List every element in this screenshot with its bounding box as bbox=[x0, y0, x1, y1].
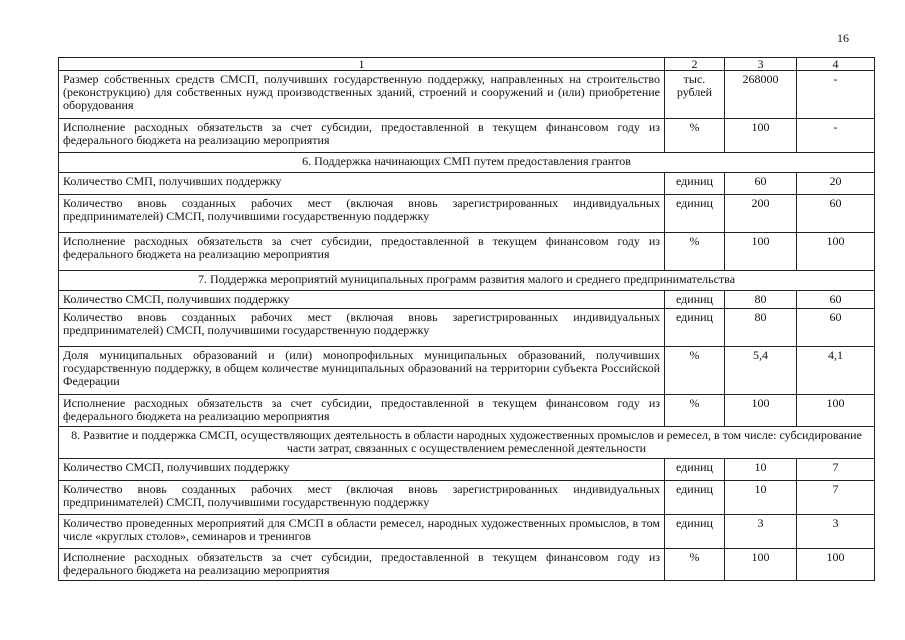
indicator-name: Количество вновь созданных рабочих мест (включая вновь зарегистрированных индивидуальных предпринимателей) СМСП, получившими государственную поддержку bbox=[59, 309, 665, 347]
unit-cell: единиц bbox=[665, 515, 725, 549]
value-col-3: 80 bbox=[725, 309, 797, 347]
section-title: 6. Поддержка начинающих СМП путем предоставления грантов bbox=[59, 153, 875, 173]
unit-cell: единиц bbox=[665, 309, 725, 347]
indicators-table bbox=[58, 57, 875, 581]
unit-cell: единиц bbox=[665, 291, 725, 309]
indicator-name: Количество СМП, получивших поддержку bbox=[59, 173, 665, 195]
indicator-name: Исполнение расходных обязательств за счет субсидии, предоставленной в текущем финансовом году из федерального бюджета на реализацию мероприятия bbox=[59, 119, 665, 153]
value-col-4: 20 bbox=[797, 173, 875, 195]
section-row bbox=[59, 427, 875, 459]
table-row bbox=[59, 481, 875, 515]
unit-cell: % bbox=[665, 395, 725, 427]
value-col-4: 100 bbox=[797, 233, 875, 271]
value-col-4: 7 bbox=[797, 481, 875, 515]
value-col-3: 3 bbox=[725, 515, 797, 549]
unit-cell: % bbox=[665, 549, 725, 581]
indicator-name: Доля муниципальных образований и (или) монопрофильных муниципальных образований, получивших государственную поддержку, в общем количестве муниципальных образований на территории субъекта Российской Федерации bbox=[59, 347, 665, 395]
section-title: 8. Развитие и поддержка СМСП, осуществляющих деятельность в области народных художественных промыслов и ремесел, в том числе: субсидирование части затрат, связанных с осуществлением ремесленной деятельности bbox=[59, 427, 875, 459]
value-col-3: 200 bbox=[725, 195, 797, 233]
unit-cell: единиц bbox=[665, 459, 725, 481]
table-row bbox=[59, 173, 875, 195]
header-col-4: 4 bbox=[797, 58, 875, 71]
indicator-name: Количество вновь созданных рабочих мест (включая вновь зарегистрированных индивидуальных предпринимателей) СМСП, получившими государственную поддержку bbox=[59, 481, 665, 515]
indicator-name: Количество СМСП, получивших поддержку bbox=[59, 291, 665, 309]
header-row bbox=[59, 58, 875, 71]
value-col-3: 100 bbox=[725, 119, 797, 153]
value-col-3: 100 bbox=[725, 549, 797, 581]
value-col-4: 60 bbox=[797, 195, 875, 233]
value-col-3: 100 bbox=[725, 233, 797, 271]
unit-cell: % bbox=[665, 347, 725, 395]
indicator-name: Исполнение расходных обязательств за счет субсидии, предоставленной в текущем финансовом году из федерального бюджета на реализацию мероприятия bbox=[59, 233, 665, 271]
value-col-3: 10 bbox=[725, 459, 797, 481]
page-number: 16 bbox=[837, 31, 849, 45]
indicator-name: Размер собственных средств СМСП, получивших государственную поддержку, направленных на строительство (реконструкцию) для собственных нужд производственных зданий, строений и сооружений и (или) приобретение оборудования bbox=[59, 71, 665, 119]
table-row bbox=[59, 347, 875, 395]
table-row bbox=[59, 195, 875, 233]
header-col-2: 2 bbox=[665, 58, 725, 71]
value-col-4: 60 bbox=[797, 309, 875, 347]
header-col-1: 1 bbox=[59, 58, 665, 71]
table-row bbox=[59, 309, 875, 347]
value-col-4: 60 bbox=[797, 291, 875, 309]
section-row bbox=[59, 271, 875, 291]
section-row bbox=[59, 153, 875, 173]
value-col-4: - bbox=[797, 119, 875, 153]
indicator-name: Количество СМСП, получивших поддержку bbox=[59, 459, 665, 481]
value-col-4: 100 bbox=[797, 395, 875, 427]
value-col-3: 80 bbox=[725, 291, 797, 309]
table-row bbox=[59, 119, 875, 153]
value-col-3: 268000 bbox=[725, 71, 797, 119]
indicator-name: Количество проведенных мероприятий для СМСП в области ремесел, народных художественных промыслов, в том числе «круглых столов», семинаров и тренингов bbox=[59, 515, 665, 549]
table-row bbox=[59, 291, 875, 309]
table-row bbox=[59, 459, 875, 481]
table-row bbox=[59, 515, 875, 549]
indicator-name: Количество вновь созданных рабочих мест (включая вновь зарегистрированных индивидуальных предпринимателей) СМСП, получившими государственную поддержку bbox=[59, 195, 665, 233]
value-col-4: 3 bbox=[797, 515, 875, 549]
value-col-3: 60 bbox=[725, 173, 797, 195]
unit-cell: % bbox=[665, 233, 725, 271]
value-col-4: 4,1 bbox=[797, 347, 875, 395]
unit-cell: единиц bbox=[665, 173, 725, 195]
table-row bbox=[59, 71, 875, 119]
value-col-4: - bbox=[797, 71, 875, 119]
table-row bbox=[59, 395, 875, 427]
value-col-3: 100 bbox=[725, 395, 797, 427]
unit-cell: % bbox=[665, 119, 725, 153]
value-col-4: 100 bbox=[797, 549, 875, 581]
table-row bbox=[59, 233, 875, 271]
value-col-4: 7 bbox=[797, 459, 875, 481]
section-title: 7. Поддержка мероприятий муниципальных программ развития малого и среднего предпринимательства bbox=[59, 271, 875, 291]
header-col-3: 3 bbox=[725, 58, 797, 71]
value-col-3: 5,4 bbox=[725, 347, 797, 395]
table-row bbox=[59, 549, 875, 581]
indicator-name: Исполнение расходных обязательств за счет субсидии, предоставленной в текущем финансовом году из федерального бюджета на реализацию мероприятия bbox=[59, 549, 665, 581]
unit-cell: тыс. рублей bbox=[665, 71, 725, 119]
unit-cell: единиц bbox=[665, 195, 725, 233]
value-col-3: 10 bbox=[725, 481, 797, 515]
indicator-name: Исполнение расходных обязательств за счет субсидии, предоставленной в текущем финансовом году из федерального бюджета на реализацию мероприятия bbox=[59, 395, 665, 427]
unit-cell: единиц bbox=[665, 481, 725, 515]
